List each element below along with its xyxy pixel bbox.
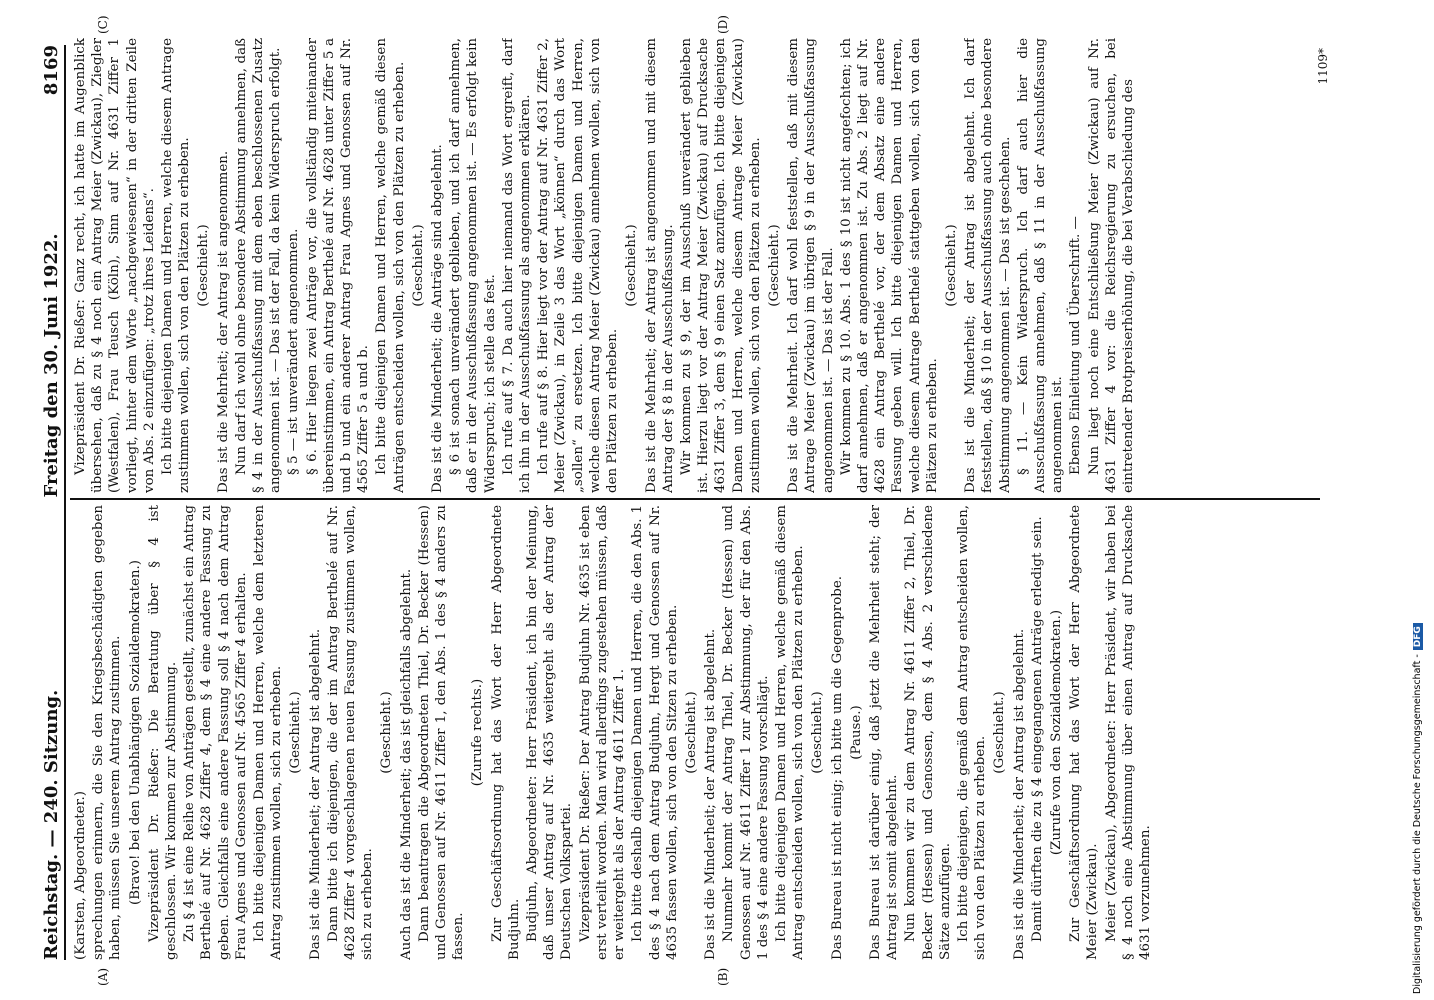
paragraph: Zur Geschäftsordnung hat das Wort der Herr Abgeordnete Meier (Zwickau). — [1068, 505, 1101, 960]
marker-d: (D) — [716, 15, 730, 34]
marker-c: (C) — [96, 15, 110, 34]
paragraph: Das ist die Minderheit; die Anträge sind abgelehnt. — [430, 144, 446, 493]
paragraph: (Geschieht.) — [196, 224, 212, 307]
paragraph: Nun kommen wir zu dem Antrag Nr. 4611 Ziffer 2, Thiel, Dr. Becker (Hessen) und Genossen, dem § 4 Abs. 2 verschiedene Sätze anzufügen. — [903, 505, 953, 960]
paragraph: (Bravo! bei den Unabhängigen Sozialdemokraten.) — [127, 559, 143, 906]
page-number: 8169 — [41, 45, 62, 96]
paragraph: sprechungen erinnern, die Sie den Kriegsbeschädigten gegeben haben, müssen Sie unserem Antrag zustimmen. — [91, 505, 124, 960]
paragraph: Ich bitte diejenigen Damen und Herren, welche dem letzteren Antrag zustimmen wollen, sich zu erheben. — [252, 505, 285, 960]
dfg-credit — [1412, 6, 1426, 994]
paragraph: Nun liegt noch eine Entschließung Meier (Zwickau) auf Nr. 4631 Ziffer 4 vor: die Reichsregierung zu ersuchen, bei eintretender Brotpreiserhöhung, die bei Verabschiedung des — [1086, 38, 1136, 493]
header-right: Freitag den 30. Juni 1922. — [41, 233, 62, 498]
paragraph: Das ist die Mehrheit; der Antrag ist angenommen. — [215, 150, 231, 493]
dfg-credit-text: Digitalisierung gefördert durch die Deutsche Forschungsgemeinschaft - — [1412, 654, 1423, 994]
left-column — [72, 505, 1312, 960]
header-right-group — [41, 45, 62, 508]
paragraph: Das ist die Minderheit; der Antrag ist abgelehnt. — [307, 628, 323, 960]
paragraph: Das ist die Minderheit; der Antrag ist abgelehnt. Ich darf feststellen, daß § 10 in der Ausschußfassung auch ohne besondere Abstimmung angenommen ist. — Das ist geschehen. — [963, 38, 1013, 493]
paragraph: (Zurufe rechts.) — [470, 678, 486, 787]
paragraph: Das ist die Minderheit; der Antrag ist abgelehnt. — [703, 628, 719, 960]
page-footnote: 1109* — [1316, 48, 1330, 85]
paragraph: (Geschieht.) — [943, 224, 959, 307]
paragraph: Nunmehr kommt der Antrag Thiel, Dr. Becker (Hessen) und Genossen auf Nr. 4611 Ziffer 1 zur Abstimmung, der für den Abs. 1 des § 4 eine andere Fassung vorschlägt. — [721, 505, 771, 960]
paragraph: Das Bureau ist nicht einig; ich bitte um die Gegenprobe. — [829, 575, 845, 960]
paragraph: Dann bitte ich diejenigen, die der im Antrag Berthelé auf Nr. 4628 Ziffer 4 vorgeschlagenen neuen Fassung zustimmen wollen, sich zu erheben. — [325, 505, 376, 960]
marker-b: (B) — [716, 967, 730, 986]
paragraph: Zu § 4 ist eine Reihe von Anträgen gestellt, zunächst ein Antrag Berthelé auf Nr. 4628 Ziffer 4, dem § 4 eine andere Fassung zu geben. Gleichfalls eine andere Fassung soll § 4 nach dem Antrag Frau Agnes und Genossen auf Nr. 4565 Ziffer 4 erhalten. — [182, 505, 249, 960]
paragraph: § 6 ist sonach unverändert geblieben, und ich darf annehmen, daß er in der Ausschußfassung angenommen ist. — Es erfolgt kein Widerspruch; ich stelle das fest. — [448, 38, 498, 493]
dfg-credit-line — [1412, 6, 1426, 994]
paragraph: Vizepräsident Dr. Rießer: Der Antrag Budjuhn Nr. 4635 ist eben erst verteilt worden. Man wird allerdings zugestehen müssen, daß er weitergeht als der Antrag 4611 Ziffer 1. — [577, 505, 628, 960]
paragraph: Vizepräsident Dr. Rießer: Die Beratung über § 4 ist geschlossen. Wir kommen zur Abstimmung. — [146, 505, 180, 960]
paragraph: (Geschieht.) — [683, 691, 699, 774]
dfg-logo: DFG — [1413, 623, 1423, 650]
paragraph: Ich bitte deshalb diejenigen Damen und Herren, die den Abs. 1 des § 4 nach dem Antrag Budjuhn, Hergt und Genossen auf Nr. 4635 fassen wollen, sich von den Sitzen zu erheben. — [630, 505, 680, 960]
header-left: Reichstag. — 240. Sitzung. — [41, 689, 62, 960]
paragraph: § 5 — ist unverändert angenommen. — [286, 228, 302, 475]
right-column — [72, 38, 1312, 493]
paragraph: (Geschieht.) — [379, 691, 395, 774]
paragraph: Meier (Zwickau), Abgeordneter: Herr Präsident, wir haben bei § 4 noch eine Abstimmung über einen Antrag auf Drucksache 4631 vorzunehmen. — [1103, 505, 1153, 960]
column-rule — [70, 499, 1320, 501]
paragraph: Ich rufe auf § 7. Da auch hier niemand das Wort ergreift, darf ich ihn in der Ausschußfassung als angenommen erklären. — [500, 38, 534, 493]
paragraph: Damit dürften die zu § 4 eingegangenen Anträge erledigt sein. — [1029, 516, 1045, 942]
paragraph: Wir kommen zu § 9, der im Ausschuß unverändert geblieben ist. Hierzu liegt vor der Antrag Meier (Zwickau) auf Drucksache 4631 Ziffer 3, dem § 9 einen Satz anzufügen. Ich bitte diejenigen Damen und Herren, welche diesem Antrage Meier (Zwickau) zustimmen wollen, sich von den Plätzen zu erheben. — [678, 38, 763, 493]
paragraph: (Zurufe von den Sozialdemokraten.) — [1048, 609, 1064, 856]
paragraph: Wir kommen zu § 10. Abs. 1 des § 10 ist nicht angefochten; ich darf annehmen, daß er angenommen ist. Zu Abs. 2 liegt auf Nr. 4628 ein Antrag Berthelé vor, der dem Absatz eine andere Fassung geben will. Ich bitte diejenigen Damen und Herren, welche diesem Antrage Berthelé stattgeben wollen, sich von den Plätzen zu erheben. — [838, 38, 940, 493]
paragraph: Das Bureau ist darüber einig, daß jetzt die Mehrheit steht; der Antrag ist somit abgelehnt. — [867, 505, 901, 960]
paragraph: Vizepräsident Dr. Rießer: Ganz recht, ich hatte im Augenblick übersehen, daß zu § 4 noch ein Antrag Meier (Zwickau), Ziegler (Westfalen), Frau Teusch (Köln), Sinn auf Nr. 4631 Ziffer 1 vorliegt, hinter dem Worte „nachgewiesenen“ in der dritten Zeile von Abs. 2 einzufügen: „trotz ihres Leidens“. — [73, 38, 157, 493]
paragraph: (Geschieht.) — [810, 691, 826, 774]
paragraph: (Geschieht.) — [624, 224, 640, 307]
paragraph: Ich bitte diejenigen Damen und Herren, welche diesem Antrage zustimmen wollen, sich von den Plätzen zu erheben. — [160, 38, 193, 493]
paragraph: Ich bitte diejenigen, die gemäß dem Antrag entscheiden wollen, sich von den Plätzen zu erheben. — [955, 505, 989, 960]
paragraph: Ich rufe auf § 8. Hier liegt vor der Antrag auf Nr. 4631 Ziffer 2, Meier (Zwickau), in Zeile 3 das Wort „können“ durch das Wort „sollen“ zu ersetzen. Ich bitte diejenigen Damen und Herren, welche diesen Antrag Meier (Zwickau) annehmen wollen, sich von den Plätzen zu erheben. — [536, 38, 621, 493]
paragraph: Zur Geschäftsordnung hat das Wort der Herr Abgeordnete Budjuhn. — [489, 505, 522, 960]
paragraph: § 11. — Kein Widerspruch. Ich darf auch hier die Ausschußfassung annehmen, daß § 11 in der Ausschußfassung angenommen ist. — [1015, 38, 1066, 493]
header-rule — [64, 45, 66, 960]
paragraph: Ich bitte diejenigen Damen und Herren, welche gemäß diesen Anträgen entscheiden wollen, sich von den Plätzen zu erheben. — [374, 38, 407, 493]
paragraph: (Karsten, Abgeordneter.) — [73, 791, 88, 960]
paragraph: Ebenso Einleitung und Überschrift. — — [1068, 216, 1084, 475]
paragraph: Dann beantragen die Abgeordneten Thiel, Dr. Becker (Hessen) und Genossen auf Nr. 4611 Ziffer 1, den Abs. 1 des § 4 anders zu fassen. — [416, 505, 467, 960]
paragraph: Nun darf ich wohl ohne besondere Abstimmung annehmen, daß § 4 in der Ausschußfassung mit dem eben beschlossenen Zusatz angenommen ist. — Das ist der Fall, da kein Widerspruch erfolgt. — [233, 38, 284, 493]
page-header — [34, 45, 62, 960]
paragraph: Budjuhn, Abgeordneter: Herr Präsident, ich bin der Meinung, daß unser Antrag auf Nr. 4635 weitergeht als der Antrag der Deutschen Volkspartei. — [525, 505, 575, 960]
paragraph: (Geschieht.) — [992, 691, 1008, 774]
paragraph: Das ist die Mehrheit; der Antrag ist angenommen und mit diesem Antrag der § 8 in der Ausschußfassung. — [643, 38, 676, 493]
paragraph: Das ist die Minderheit; der Antrag ist abgelehnt. — [1011, 628, 1027, 960]
paragraph: § 6. Hier liegen zwei Anträge vor, die vollständig miteinander übereinstimmen, ein Antrag Berthelé auf Nr. 4628 unter Ziffer 5 a und b und ein anderer Antrag Frau Agnes und Genossen auf Nr. 4565 Ziffer 5 a und b. — [304, 38, 372, 493]
paragraph: (Pause.) — [848, 705, 864, 760]
paragraph: (Geschieht.) — [410, 224, 426, 307]
paragraph: Ich bitte diejenigen Damen und Herren, welche gemäß diesem Antrag entscheiden wollen, sich von den Plätzen zu erheben. — [773, 505, 807, 960]
marker-a: (A) — [96, 967, 110, 986]
paragraph: (Geschieht.) — [288, 691, 304, 774]
paragraph: Das ist die Mehrheit. Ich darf wohl feststellen, daß mit diesem Antrage Meier (Zwickau) im übrigen § 9 in der Ausschußfassung angenommen ist. — Das ist der Fall. — [786, 38, 836, 493]
paragraph: Auch das ist die Minderheit; das ist gleichfalls abgelehnt. — [398, 568, 414, 960]
paragraph: (Geschieht.) — [766, 224, 782, 307]
